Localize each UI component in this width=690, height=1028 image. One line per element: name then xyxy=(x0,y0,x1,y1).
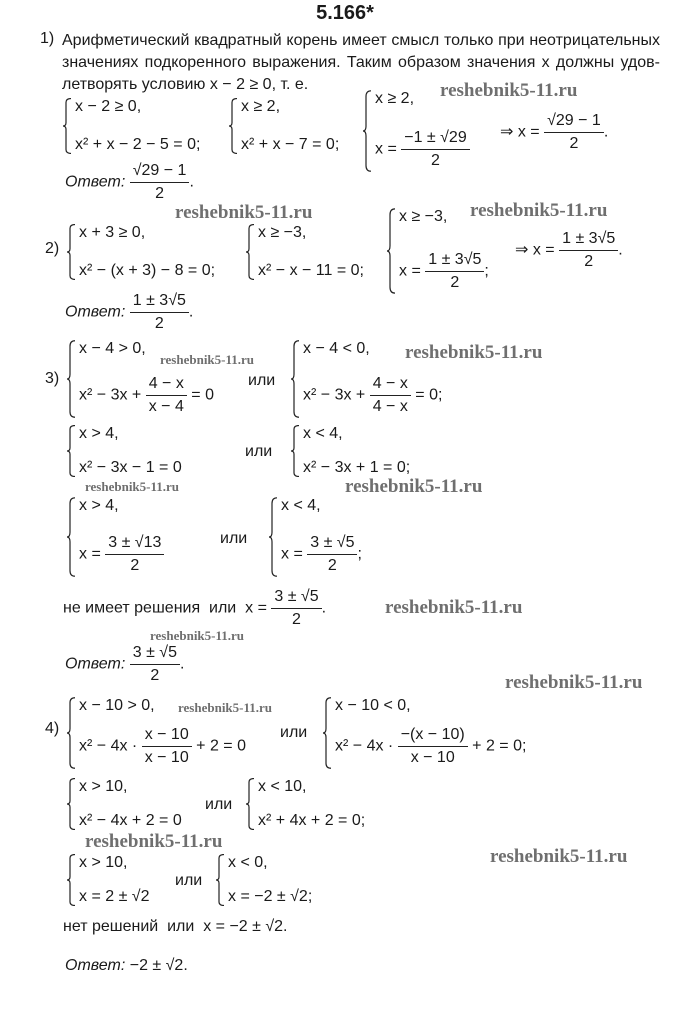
brace-icon xyxy=(386,208,396,294)
or-label: или xyxy=(280,724,308,741)
system xyxy=(245,224,364,280)
intro-line: Арифметический квадратный корень имеет смысл только при неотрицательных xyxy=(62,32,660,49)
watermark: reshebnik5-11.ru xyxy=(85,479,180,494)
equation: x − 10 < 0, xyxy=(335,697,411,714)
equation: x = $\frac{3 \pm √5}{2}$ ; xyxy=(281,532,362,577)
equation: x² − x − 11 = 0; xyxy=(258,262,364,279)
fraction: $\frac{-(x - 10)}{x - 10}$ xyxy=(398,724,468,769)
system xyxy=(66,778,182,830)
brace-icon xyxy=(228,98,238,154)
watermark: reshebnik5-11.ru xyxy=(490,846,628,867)
watermark: reshebnik5-11.ru xyxy=(85,831,223,852)
problem-number: 5.166* xyxy=(316,2,374,24)
conclusion: не имеет решения или x = $\frac{3 \pm √5}{2}$ . xyxy=(63,586,326,631)
watermark: reshebnik5-11.ru xyxy=(160,352,255,367)
part-2-number: 2) xyxy=(45,240,60,257)
fraction: $\frac{x - 10}{x - 10}$ xyxy=(142,724,192,769)
conclusion: нет решений или x = −2 ± √2. xyxy=(63,918,288,935)
equation: x² − 4x · $\frac{x - 10}{x - 10}$ + 2 = 0 xyxy=(79,724,246,769)
brace-icon xyxy=(66,224,76,280)
brace-icon xyxy=(362,90,372,172)
equation: x − 10 > 0, xyxy=(79,697,155,714)
watermark: reshebnik5-11.ru xyxy=(175,202,313,223)
fraction: $\frac{1 \pm 3√5}{2}$ xyxy=(559,228,618,273)
watermark: reshebnik5-11.ru xyxy=(178,700,273,715)
equation: x < 10, xyxy=(258,778,307,795)
brace-icon xyxy=(66,340,76,418)
equation: x ≥ −3, xyxy=(399,208,448,225)
fraction: $\frac{1 \pm 3√5}{2}$ xyxy=(130,290,189,335)
or-label: или xyxy=(205,796,233,813)
equation: x < 4, xyxy=(303,425,343,442)
system xyxy=(290,425,410,477)
equation: x < 4, xyxy=(281,497,321,514)
equation: x + 3 ≥ 0, xyxy=(79,224,146,241)
equation: x² + x − 2 − 5 = 0; xyxy=(75,136,201,153)
part-4-number: 4) xyxy=(45,720,60,737)
brace-icon xyxy=(290,425,300,477)
fraction: $\frac{√29 - 1}{2}$ xyxy=(130,160,190,205)
brace-icon xyxy=(66,697,76,769)
brace-icon xyxy=(215,854,225,906)
equation: x² − 3x − 1 = 0 xyxy=(79,459,182,476)
answer: Ответ: −2 ± √2. xyxy=(65,957,188,974)
fraction: $\frac{3 \pm √13}{2}$ xyxy=(105,532,164,577)
fraction: $\frac{√29 - 1}{2}$ xyxy=(544,110,604,155)
equation: x ≥ −3, xyxy=(258,224,307,241)
brace-icon xyxy=(268,497,278,577)
system xyxy=(66,224,215,280)
watermark: reshebnik5-11.ru xyxy=(470,200,608,221)
equation: x − 4 < 0, xyxy=(303,340,370,357)
brace-icon xyxy=(290,340,300,418)
watermark: reshebnik5-11.ru xyxy=(405,342,543,363)
fraction: $\frac{3 \pm √5}{2}$ xyxy=(307,532,357,577)
system xyxy=(215,854,312,906)
fraction: $\frac{1 \pm 3√5}{2}$ xyxy=(425,249,484,294)
brace-icon xyxy=(322,697,332,769)
brace-icon xyxy=(66,854,76,906)
equation: x > 10, xyxy=(79,854,128,871)
watermark: reshebnik5-11.ru xyxy=(150,628,245,643)
brace-icon xyxy=(245,224,255,280)
equation: x = $\frac{1 \pm 3√5}{2}$ ; xyxy=(399,249,489,294)
equation: x = −2 ± √2; xyxy=(228,888,313,905)
equation: x < 0, xyxy=(228,854,268,871)
fraction: $\frac{4 - x}{4 - x}$ xyxy=(370,373,411,418)
or-label: или xyxy=(175,872,203,889)
fraction: $\frac{-1 \pm √29}{2}$ xyxy=(401,127,470,172)
answer: Ответ: $\frac{√29 - 1}{2}$ . xyxy=(65,160,194,205)
result: ⇒ x = $\frac{√29 - 1}{2}$ . xyxy=(500,110,608,155)
system xyxy=(245,778,365,830)
equation: x² + x − 7 = 0; xyxy=(241,136,340,153)
system xyxy=(66,497,164,577)
equation: x² − 3x + $\frac{4 - x}{x - 4}$ = 0 xyxy=(79,373,214,418)
equation: x² − 4x · $\frac{-(x - 10)}{x - 10}$ + 2 = 0; xyxy=(335,724,526,769)
equation: x² + 4x + 2 = 0; xyxy=(258,812,366,829)
fraction: $\frac{3 \pm √5}{2}$ xyxy=(130,642,180,687)
part-3-number: 3) xyxy=(45,370,60,387)
system xyxy=(228,98,339,154)
intro-line: значениях подкоренного выражения. Таким образом значения x должны удов- xyxy=(62,54,660,71)
or-label: или xyxy=(248,372,276,389)
or-label: или xyxy=(220,530,248,547)
system xyxy=(362,90,470,172)
part-1-number: 1) xyxy=(40,30,55,47)
answer: Ответ: $\frac{3 \pm √5}{2}$ . xyxy=(65,642,184,687)
equation: x² − 3x + 1 = 0; xyxy=(303,459,411,476)
watermark: reshebnik5-11.ru xyxy=(345,476,483,497)
fraction: $\frac{3 \pm √5}{2}$ xyxy=(271,586,321,631)
equation: x = $\frac{-1 \pm √29}{2}$ xyxy=(375,127,470,172)
brace-icon xyxy=(62,98,72,154)
equation: x ≥ 2, xyxy=(375,90,415,107)
equation: x > 4, xyxy=(79,497,119,514)
equation: x > 10, xyxy=(79,778,128,795)
equation: x² − 4x + 2 = 0 xyxy=(79,812,182,829)
result: ⇒ x = $\frac{1 \pm 3√5}{2}$ . xyxy=(515,228,623,273)
system xyxy=(268,497,362,577)
brace-icon xyxy=(66,778,76,830)
equation: x − 4 > 0, xyxy=(79,340,146,357)
equation: x > 4, xyxy=(79,425,119,442)
equation: x² − 3x + $\frac{4 - x}{4 - x}$ = 0; xyxy=(303,373,442,418)
equation: x − 2 ≥ 0, xyxy=(75,98,142,115)
equation: x = 2 ± √2 xyxy=(79,888,150,905)
brace-icon xyxy=(66,497,76,577)
system xyxy=(62,98,200,154)
brace-icon xyxy=(66,425,76,477)
watermark: reshebnik5-11.ru xyxy=(385,597,523,618)
system xyxy=(66,425,182,477)
fraction: $\frac{4 - x}{x - 4}$ xyxy=(146,373,187,418)
watermark: reshebnik5-11.ru xyxy=(505,672,643,693)
answer: Ответ: $\frac{1 \pm 3√5}{2}$ . xyxy=(65,290,193,335)
equation: x² − (x + 3) − 8 = 0; xyxy=(79,262,216,279)
brace-icon xyxy=(245,778,255,830)
watermark: reshebnik5-11.ru xyxy=(440,80,578,101)
system xyxy=(322,697,526,769)
system xyxy=(66,854,149,906)
equation: x ≥ 2, xyxy=(241,98,281,115)
intro-line: летворять условию x − 2 ≥ 0, т. е. xyxy=(62,76,309,93)
equation: x = $\frac{3 \pm √13}{2}$ xyxy=(79,532,164,577)
or-label: или xyxy=(245,443,273,460)
